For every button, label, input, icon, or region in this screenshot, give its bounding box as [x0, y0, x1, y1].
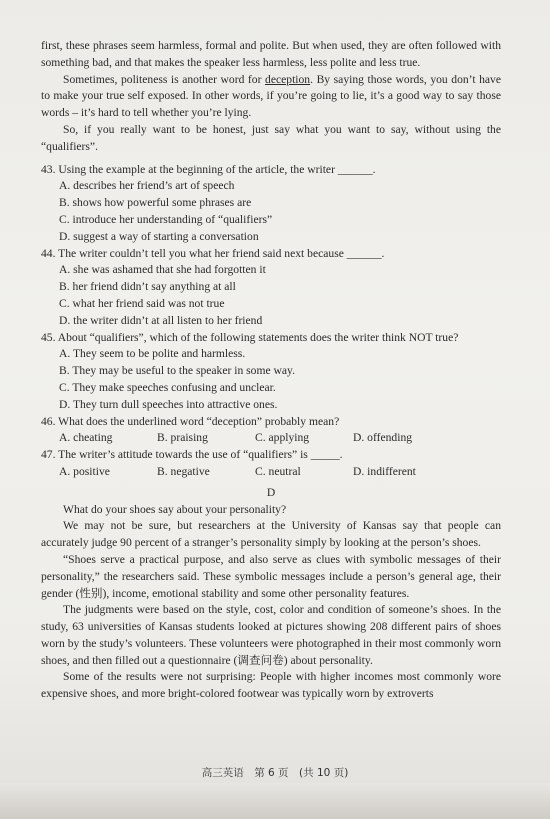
- question-44-option-c: C. what her friend said was not true: [59, 296, 225, 310]
- passage-c-paragraph-3: So, if you really want to be honest, just say what you want to say, without using the “qualifiers”.: [41, 122, 501, 153]
- passage-c-paragraph-2: [41, 72, 501, 122]
- question-45-option-b: B. They may be useful to the speaker in some way.: [59, 364, 296, 378]
- question-46-stem: 46. What does the underlined word “deception” probably mean?: [41, 414, 340, 428]
- question-43: [41, 162, 501, 246]
- question-46-option-d: D. offending: [353, 431, 413, 445]
- passage-d-paragraph-2: “Shoes serve a practical purpose, and also serve as clues with symbolic messages of their personality,” the researchers said. These symbolic messages include a person’s general age, their gender (性别), income, emotional stability and some other personality features.: [41, 552, 501, 600]
- passage-d-title: What do your shoes say about your personality?: [63, 502, 287, 516]
- question-45-option-d: D. They turn dull speeches into attractive ones.: [59, 397, 278, 411]
- question-43-option-d: D. suggest a way of starting a conversation: [59, 229, 259, 243]
- question-45-option-c: C. They make speeches confusing and unclear.: [59, 380, 276, 394]
- question-46-option-c: C. applying: [255, 431, 310, 445]
- passage-c-paragraph-2-start: Sometimes, politeness is another word for: [63, 72, 266, 86]
- question-43-option-a: A. describes her friend’s art of speech: [59, 179, 235, 193]
- passage-d-paragraph-4: Some of the results were not surprising: People with higher incomes most commonly wore expensive shoes, and more bright-colored footwear was typically worn by extroverts: [41, 670, 501, 701]
- question-47-option-b: B. negative: [157, 464, 210, 478]
- passage-c-paragraph-2-end: . By saying those words, you don’t have to make your true self exposed. In other words, if you’re going to lie, it’s a good way to say those words – it’s hard to tell whether you’re lying.: [41, 72, 501, 120]
- page-bottom-edge: [0, 783, 550, 819]
- question-45-stem: 45. About “qualifiers”, which of the following statements does the writer think NOT true?: [41, 330, 459, 344]
- page-footer: 高三英语 第 6 页 (共 10 页): [201, 767, 349, 779]
- question-47-option-a: A. positive: [59, 464, 110, 478]
- question-45: [41, 330, 501, 414]
- question-47-option-d: D. indifferent: [353, 464, 416, 478]
- question-44: [41, 246, 501, 330]
- question-46-options: [41, 430, 501, 447]
- question-45-option-a: A. They seem to be polite and harmless.: [59, 347, 246, 361]
- question-46-option-a: A. cheating: [59, 431, 113, 445]
- question-47-option-c: C. neutral: [255, 464, 301, 478]
- question-43-option-c: C. introduce her understanding of “qualifiers”: [59, 212, 273, 226]
- passage-d-paragraph-3: The judgments were based on the style, cost, color and condition of someone’s shoes. In the study, 63 universities of Kansas students looked at pictures showing 208 different pairs of shoes worn by the study’s volunteers. These volunteers were photographed in their most commonly worn shoes, and then filled out a questionnaire (调查问卷) about personality.: [41, 603, 501, 667]
- question-43-option-b: B. shows how powerful some phrases are: [59, 196, 252, 210]
- question-47: [41, 447, 501, 481]
- question-44-option-a: A. she was ashamed that she had forgotten it: [59, 263, 266, 277]
- question-44-option-d: D. the writer didn’t at all listen to her friend: [59, 313, 263, 327]
- page-content: [41, 38, 501, 703]
- question-46: [41, 414, 501, 448]
- question-47-options: [41, 464, 501, 481]
- question-44-option-b: B. her friend didn’t say anything at all: [59, 280, 236, 294]
- question-44-stem: 44. The writer couldn’t tell you what her friend said next because ______.: [41, 246, 385, 260]
- question-47-stem: 47. The writer’s attitude towards the use of “qualifiers” is _____.: [41, 448, 343, 462]
- passage-c-paragraph-1: first, these phrases seem harmless, formal and polite. But when used, they are often followed with something bad, and that makes the speaker less harmless, less polite and less true.: [41, 39, 501, 69]
- section-label-d: D: [266, 485, 276, 499]
- question-43-stem: 43. Using the example at the beginning of the article, the writer ______.: [41, 162, 376, 176]
- underlined-word-deception: deception: [265, 72, 311, 86]
- question-46-option-b: B. praising: [157, 431, 208, 445]
- passage-d-paragraph-1: We may not be sure, but researchers at the University of Kansas say that people can accurately judge 90 percent of a stranger’s personality simply by looking at the person’s shoes.: [41, 519, 501, 550]
